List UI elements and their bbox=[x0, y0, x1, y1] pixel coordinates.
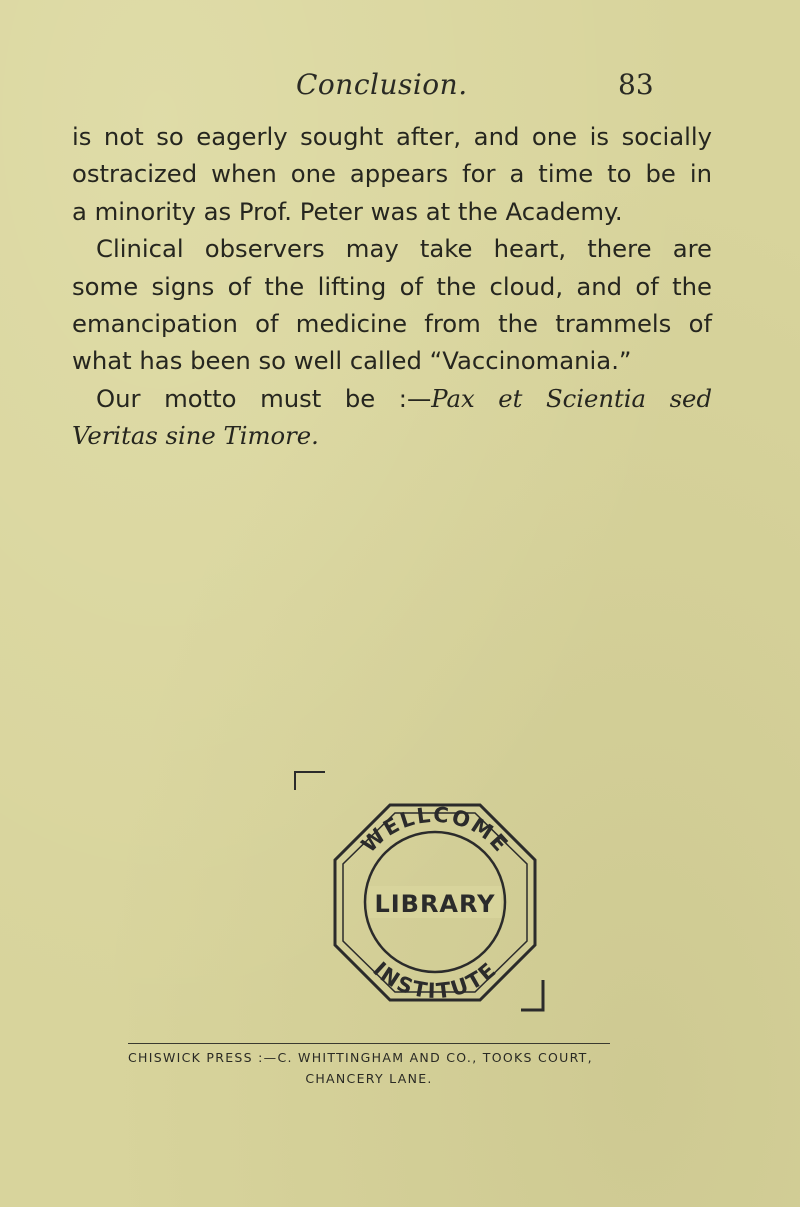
body-line: is not so eagerly sought after, and one is socially bbox=[72, 122, 712, 151]
running-head-title: Conclusion. bbox=[296, 68, 468, 101]
stamp-corner-mark bbox=[295, 772, 325, 790]
stamp-bottom-arc: INSTITUTE bbox=[368, 957, 502, 1004]
library-stamp bbox=[285, 760, 575, 1040]
colophon-line-2: CHANCERY LANE. bbox=[305, 1071, 433, 1086]
colophon-line-1: CHISWICK PRESS :—C. WHITTINGHAM AND CO., TOOKS COURT, bbox=[128, 1050, 593, 1065]
body-line: a minority as Prof. Peter was at the Academy. bbox=[72, 196, 623, 226]
motto-line bbox=[72, 380, 712, 417]
page-number: 83 bbox=[618, 68, 654, 101]
colophon-rule bbox=[128, 1043, 610, 1044]
body-line: emancipation of medicine from the trammels of bbox=[72, 309, 712, 339]
motto-latin-first: Pax et Scientia sed bbox=[431, 383, 712, 413]
body-line: what has been so well called “Vaccinomania.” bbox=[72, 346, 632, 376]
stamp-library-label: LIBRARY bbox=[374, 890, 496, 918]
body-line: some signs of the lifting of the cloud, and of the bbox=[72, 271, 712, 301]
motto-intro: Our motto must be :— bbox=[96, 383, 432, 413]
body-line: Clinical observers may take heart, there are bbox=[96, 234, 712, 264]
body-paragraphs bbox=[72, 118, 712, 455]
body-line: ostracized when one appears for a time to be in bbox=[72, 159, 712, 189]
printer-colophon bbox=[128, 1043, 610, 1086]
stamp-corner-mark bbox=[521, 980, 543, 1010]
motto-latin-second: Veritas sine Timore. bbox=[72, 421, 319, 451]
stamp-top-arc: WELLCOME bbox=[356, 802, 514, 858]
